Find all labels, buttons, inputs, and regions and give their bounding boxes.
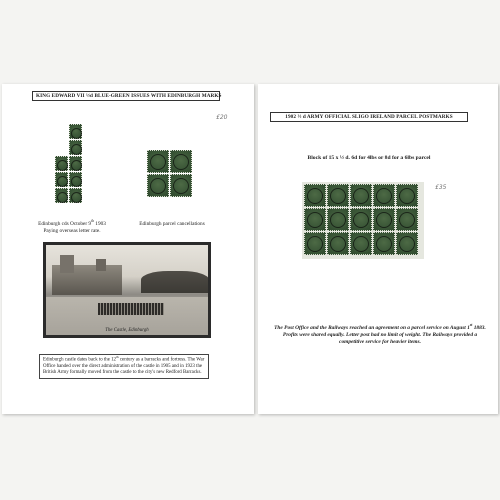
stamp xyxy=(373,184,395,207)
right-album-page xyxy=(258,84,498,414)
postcard-photo xyxy=(46,245,208,335)
stamp-group-edinburgh-cds xyxy=(42,122,98,212)
stamp-grid xyxy=(304,184,422,257)
right-pencil-price: £35 xyxy=(435,184,447,191)
stamp-block-parcel-cancellations xyxy=(145,148,197,196)
stamp xyxy=(350,232,372,255)
stamp xyxy=(304,232,326,255)
stamp xyxy=(55,172,68,187)
caption-parcel-cancellations: Edinburgh parcel cancellations xyxy=(139,221,205,227)
caption-text: Edinburgh cds October 9 xyxy=(38,221,92,227)
stamp xyxy=(350,184,372,207)
caption-sup: th xyxy=(91,219,94,224)
stamp xyxy=(327,232,349,255)
stamp xyxy=(170,174,192,197)
stamp xyxy=(396,208,418,231)
stamp xyxy=(373,208,395,231)
note-sup: st xyxy=(469,323,473,328)
stamp xyxy=(69,156,82,171)
note-text-2: century as a barracks and fortress. The War Office handed over the direct administration of the castle in 1905 and in 1923 the British Army formally moved from the castle to the city's new Redford Barracks. xyxy=(43,357,205,375)
stamp xyxy=(373,232,395,255)
note-text: Edinburgh castle dates back to the 12 xyxy=(43,357,116,363)
stamp xyxy=(396,184,418,207)
caption-year: 1903 xyxy=(93,221,106,227)
stamp xyxy=(327,208,349,231)
stamp xyxy=(55,188,68,203)
right-page-header: 1902 ½ d ARMY OFFICIAL SLIGO IRELAND PARCEL POSTMARKS xyxy=(270,112,468,122)
stamp xyxy=(69,172,82,187)
troops-shape xyxy=(98,303,164,315)
stamp xyxy=(55,156,68,171)
caption-edinburgh-cds xyxy=(27,221,117,234)
block-description: Block of 15 x ½ d. 6d for 4lbs or 8d for a 6lbs parcel xyxy=(307,155,431,161)
stamp xyxy=(147,174,169,197)
stamp-block-of-15 xyxy=(302,182,424,259)
note-text: The Post Office and the Railways reached an agreement on a parcel service on August 1 xyxy=(274,325,470,331)
parcel-service-note xyxy=(272,325,488,346)
stamp xyxy=(170,150,192,173)
stamp xyxy=(69,124,82,139)
stamp xyxy=(304,208,326,231)
stamp xyxy=(396,232,418,255)
trees-shape xyxy=(141,271,208,293)
castle-tower-shape xyxy=(60,255,74,273)
left-pencil-price: £20 xyxy=(216,114,228,121)
postcard-caption: The Castle, Edinburgh xyxy=(105,328,149,333)
stamp xyxy=(147,150,169,173)
left-album-page xyxy=(2,84,254,414)
note-sup: th xyxy=(115,355,119,359)
stamp xyxy=(69,140,82,155)
stamp xyxy=(304,184,326,207)
castle-tower-shape xyxy=(96,259,106,271)
left-page-header: KING EDWARD VII ½d BLUE-GREEN ISSUES WITH EDINBURGH MARKS xyxy=(32,91,220,101)
stamp xyxy=(350,208,372,231)
castle-postcard xyxy=(43,242,211,338)
castle-history-note xyxy=(39,354,209,379)
stamp xyxy=(69,188,82,203)
note-text-2: 1883. Profits were shared equally. Letter post had no limit of weight. The Railways provided a competitive service for heavier items. xyxy=(282,325,486,345)
caption-text-2: Paying overseas letter rate. xyxy=(43,227,101,234)
stamp xyxy=(327,184,349,207)
